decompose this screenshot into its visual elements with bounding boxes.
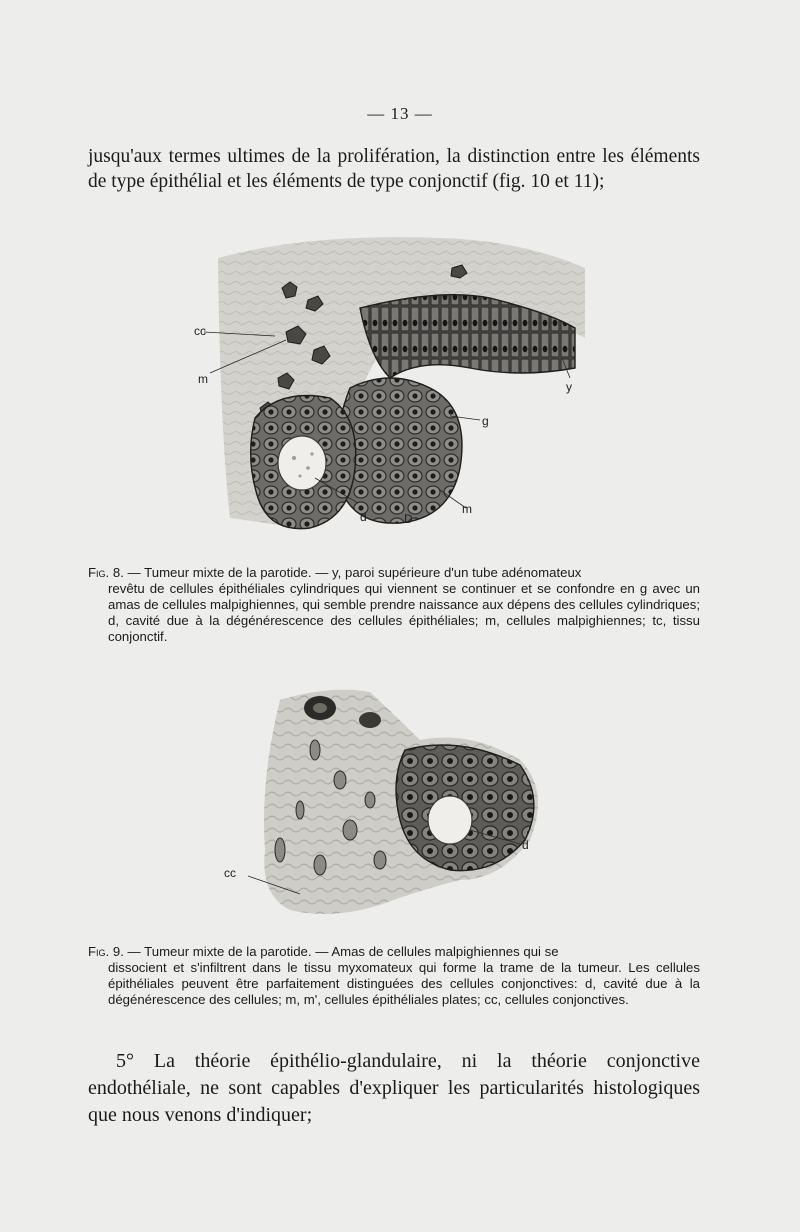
fig9-label-cc: cc	[224, 866, 236, 880]
paragraph-top: jusqu'aux termes ultimes de la prolifération, la distinction entre les éléments de type épithélial et les éléments de type conjonctif (fig. 10 et 11);	[88, 146, 700, 192]
figure-9-caption-first: — Tumeur mixte de la parotide. — Amas de cellules malpighiennes qui se	[123, 944, 559, 959]
fig8-label-cc: cc	[194, 324, 206, 338]
page-number: — 13 —	[367, 104, 433, 123]
figure-8-illustration	[190, 228, 590, 548]
figure-8-caption	[88, 565, 700, 645]
figure-8-tag: Fig. 8.	[88, 565, 124, 580]
figure-9-caption-rest: dissocient et s'infiltrent dans le tissu myxomateux qui forme la trame de la tumeur. Les cellules épithéliales peuvent être parfaitement distinguées des cellules conjonctives: d, cavité due à la dégénérescence des cellules; m, m', cellules épithéliales plates; cc, cellules conjonctives.	[108, 960, 700, 1007]
figure-9-illustration	[220, 680, 570, 930]
fig8-label-m2: m	[462, 502, 472, 516]
figure-8-caption-rest: revêtu de cellules épithéliales cylindriques qui viennent se continuer et se confondre en g avec un amas de cellules malpighiennes, qui semble prendre naissance aux dépens des cellules cylindriques; d, cavité due à la dégénérescence des cellules épithéliales; m, cellules malpighiennes; tc, tissu conjonctif.	[108, 581, 700, 644]
figure-8-drawing	[190, 228, 590, 548]
paragraph-bottom: 5° La théorie épithélio-glandulaire, ni la théorie conjonctive endothéliale, ne sont capables d'expliquer les particularités histologiques que nous venons d'indiquer;	[88, 1050, 700, 1126]
figure-9-tag: Fig. 9.	[88, 944, 124, 959]
fig8-label-y: y	[566, 380, 572, 394]
fig8-label-D: D	[404, 512, 413, 526]
figure-9-drawing	[220, 680, 570, 930]
figure-8-caption-first: — Tumeur mixte de la parotide. — y, paroi supérieure d'un tube adénomateux	[123, 565, 582, 580]
fig9-label-d: d	[522, 838, 529, 852]
fig8-label-d: d	[360, 510, 367, 524]
fig8-label-m: m	[198, 372, 208, 386]
fig8-label-g: g	[482, 414, 489, 428]
figure-9-caption	[88, 944, 700, 1008]
